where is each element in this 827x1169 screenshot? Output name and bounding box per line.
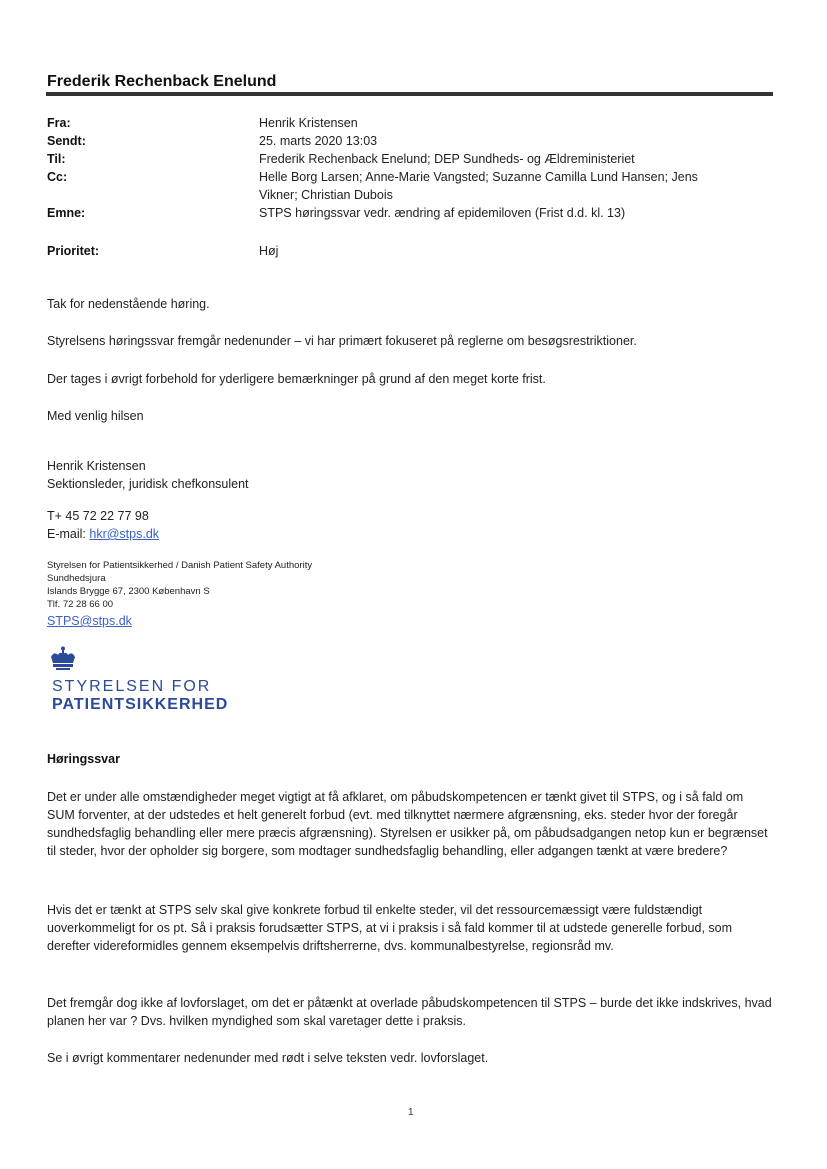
header-divider: [46, 92, 773, 96]
crown-logo-icon: [48, 646, 78, 672]
header-value-priority: Høj: [259, 244, 279, 258]
signature-role: Sektionsleder, juridisk chefkonsulent: [47, 477, 249, 491]
signature-phone: T+ 45 72 22 77 98: [47, 509, 149, 523]
page-number: 1: [408, 1107, 414, 1118]
intro-line: Styrelsens høringssvar fremgår nedenunder – vi har primært fokuseret på reglerne om besøgsrestriktioner.: [47, 334, 637, 348]
response-paragraph: Se i øvrigt kommentarer nedenunder med rødt i selve teksten vedr. lovforslaget.: [47, 1051, 489, 1065]
response-heading: Høringssvar: [47, 752, 120, 766]
logo-text-line2: PATIENTSIKKERHED: [52, 696, 229, 713]
signature-email-row: [47, 527, 159, 541]
response-paragraph: Hvis det er tænkt at STPS selv skal give konkrete forbud til enkelte steder, vil det ressourcemæssigt være fuldstændigt uoverkommeligt for os pt. Så i praksis forudsætter STPS, at vi i praksis i så fald kommer til at udstede generelle forbud, som derefter videreformidles gennem eksempelvis driftsherrerne, dvs. kommunalbestyrelse, regionsråd mv.: [47, 903, 733, 953]
signature-email-link[interactable]: hkr@stps.dk: [89, 527, 160, 541]
header-value-cc: Helle Borg Larsen; Anne-Marie Vangsted; Suzanne Camilla Lund Hansen; Jens: [259, 170, 698, 184]
header-value-to: Frederik Rechenback Enelund; DEP Sundheds- og Ældreministeriet: [259, 152, 635, 166]
signature-address: Islands Brygge 67, 2300 København S: [47, 586, 210, 597]
signature-tel: Tlf. 72 28 66 00: [47, 599, 114, 610]
signature-org-email-link[interactable]: STPS@stps.dk: [47, 614, 132, 628]
header-label-sent: Sendt:: [47, 134, 86, 148]
intro-line: Tak for nedenstående høring.: [47, 297, 210, 311]
header-label-priority: Prioritet:: [47, 244, 100, 258]
sender-name: Frederik Rechenback Enelund: [47, 73, 277, 90]
response-paragraph: Det er under alle omstændigheder meget vigtigt at få afklaret, om påbudskompetencen er tænkt givet til STPS, og i så fald om SUM forventer, at der udstedes et helt generelt forbud (evt. med tilknyttet nærmere afgrænsning, eks. steder hvor der foregår sundhedsfaglig behandling eller mere præcis afgrænsning). Styrelsen er usikker på, om påbudsadgangen netop kun er begrænset til steder, hvor der opholder sig borgere, som modtager sundhedsfaglig behandling, eller adgangen tænkt at være bredere?: [47, 790, 768, 858]
signature-dept: Sundhedsjura: [47, 573, 106, 584]
header-label-from: Fra:: [47, 116, 71, 130]
header-value-sent: 25. marts 2020 13:03: [259, 134, 378, 148]
header-value-from: Henrik Kristensen: [259, 116, 358, 130]
header-label-to: Til:: [47, 152, 66, 166]
header-value-cc-cont: Vikner; Christian Dubois: [259, 188, 393, 202]
intro-line: Med venlig hilsen: [47, 409, 144, 423]
signature-email-label: E-mail:: [47, 527, 90, 541]
logo-text-line1: STYRELSEN FOR: [52, 678, 212, 695]
signature-org: Styrelsen for Patientsikkerhed / Danish Patient Safety Authority: [47, 560, 313, 571]
intro-line: Der tages i øvrigt forbehold for yderligere bemærkninger på grund af den meget korte frist.: [47, 372, 546, 386]
header-label-cc: Cc:: [47, 170, 68, 184]
response-paragraph: Det fremgår dog ikke af lovforslaget, om det er påtænkt at overlade påbudskompetencen til STPS – burde det ikke indskrives, hvad planen her var ? Dvs. hvilken myndighed som skal varetager dette i praksis.: [47, 996, 772, 1028]
header-label-subject: Emne:: [47, 206, 86, 220]
header-value-subject: STPS høringssvar vedr. ændring af epidemiloven (Frist d.d. kl. 13): [259, 206, 626, 220]
signature-org-email-row: [47, 614, 132, 628]
signature-name: Henrik Kristensen: [47, 459, 146, 473]
